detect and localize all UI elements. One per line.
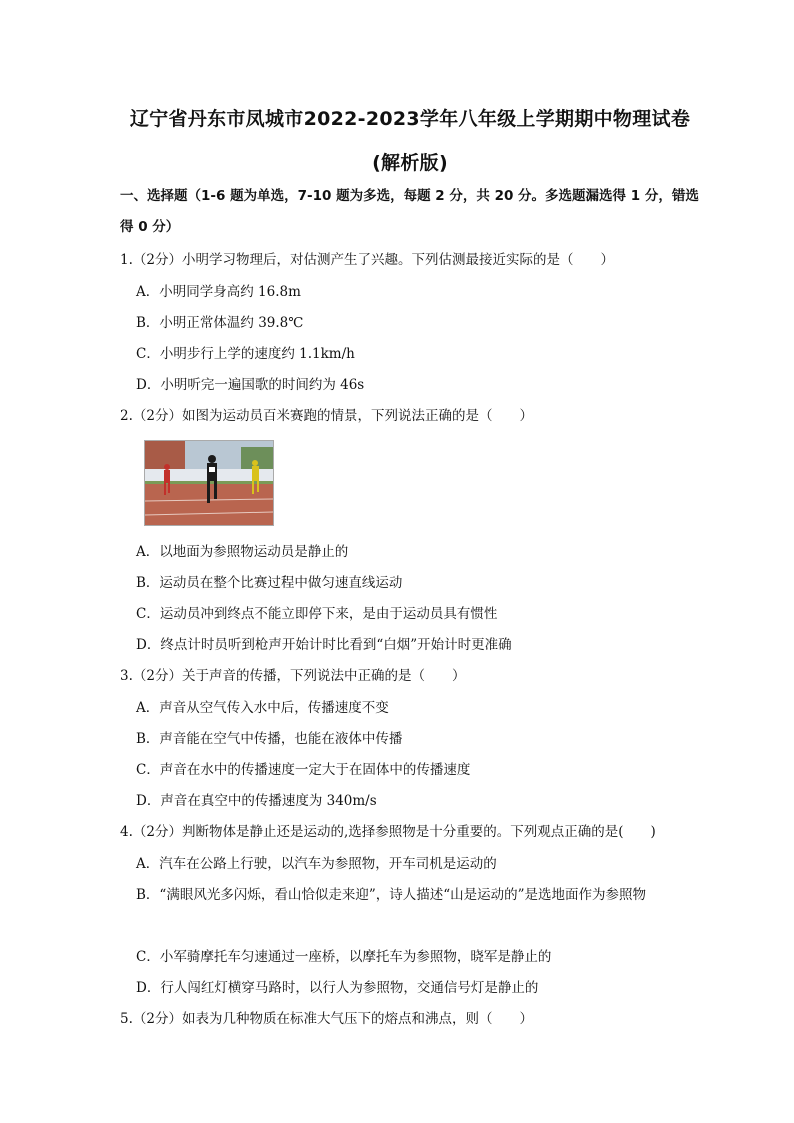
question-1-option-a: A．小明同学身高约 16.8m <box>136 284 301 300</box>
question-4-stem: 4.（2分）判断物体是静止还是运动的,选择参照物是十分重要的。下列观点正确的是( ) <box>120 824 656 840</box>
question-5-stem: 5.（2分）如表为几种物质在标准大气压下的熔点和沸点，则（ ） <box>120 1011 533 1027</box>
question-1-stem: 1.（2分）小明学习物理后，对估测产生了兴趣。下列估测最接近实际的是（ ） <box>120 252 614 268</box>
question-3-option-c: C．声音在水中的传播速度一定大于在固体中的传播速度 <box>136 762 471 778</box>
section-heading: 一、选择题（1-6 题为单选，7-10 题为多选，每题 2 分，共 20 分。多选题漏选得 1 分，错选得 0 分） <box>120 188 699 235</box>
question-2-option-c: C．运动员冲到终点不能立即停下来，是由于运动员具有惯性 <box>136 606 498 622</box>
question-3-stem: 3.（2分）关于声音的传播，下列说法中正确的是（ ） <box>120 668 466 684</box>
question-4-option-a: A．汽车在公路上行驶，以汽车为参照物，开车司机是运动的 <box>136 856 497 872</box>
question-4-option-b: B．“满眼风光多闪烁，看山恰似走来迎”，诗人描述“山是运动的”是选地面作为参照物 <box>136 887 647 903</box>
question-3-option-d: D．声音在真空中的传播速度为 340m/s <box>136 793 377 809</box>
question-4-option-d: D．行人闯红灯横穿马路时，以行人为参照物，交通信号灯是静止的 <box>136 980 539 996</box>
question-3-option-b: B．声音能在空气中传播，也能在液体中传播 <box>136 731 403 747</box>
question-2-option-a: A．以地面为参照物运动员是静止的 <box>136 544 349 560</box>
question-1-option-b: B．小明正常体温约 39.8℃ <box>136 315 304 331</box>
question-3-option-a: A．声音从空气传入水中后，传播速度不变 <box>136 700 389 716</box>
sprint-race-photo <box>144 440 274 526</box>
exam-subtitle: (解析版) <box>372 152 448 174</box>
question-2-option-d: D．终点计时员听到枪声开始计时比看到“白烟”开始计时更准确 <box>136 637 512 653</box>
question-2-option-b: B．运动员在整个比赛过程中做匀速直线运动 <box>136 575 403 591</box>
exam-title: 辽宁省丹东市凤城市2022-2023学年八年级上学期期中物理试卷 <box>129 108 691 130</box>
question-1-option-d: D．小明听完一遍国歌的时间约为 46s <box>136 377 365 393</box>
question-1-option-c: C．小明步行上学的速度约 1.1km/h <box>136 346 355 362</box>
question-4-option-c: C．小军骑摩托车匀速通过一座桥，以摩托车为参照物，晓军是静止的 <box>136 949 552 965</box>
question-2-stem: 2.（2分）如图为运动员百米赛跑的情景，下列说法正确的是（ ） <box>120 408 533 424</box>
